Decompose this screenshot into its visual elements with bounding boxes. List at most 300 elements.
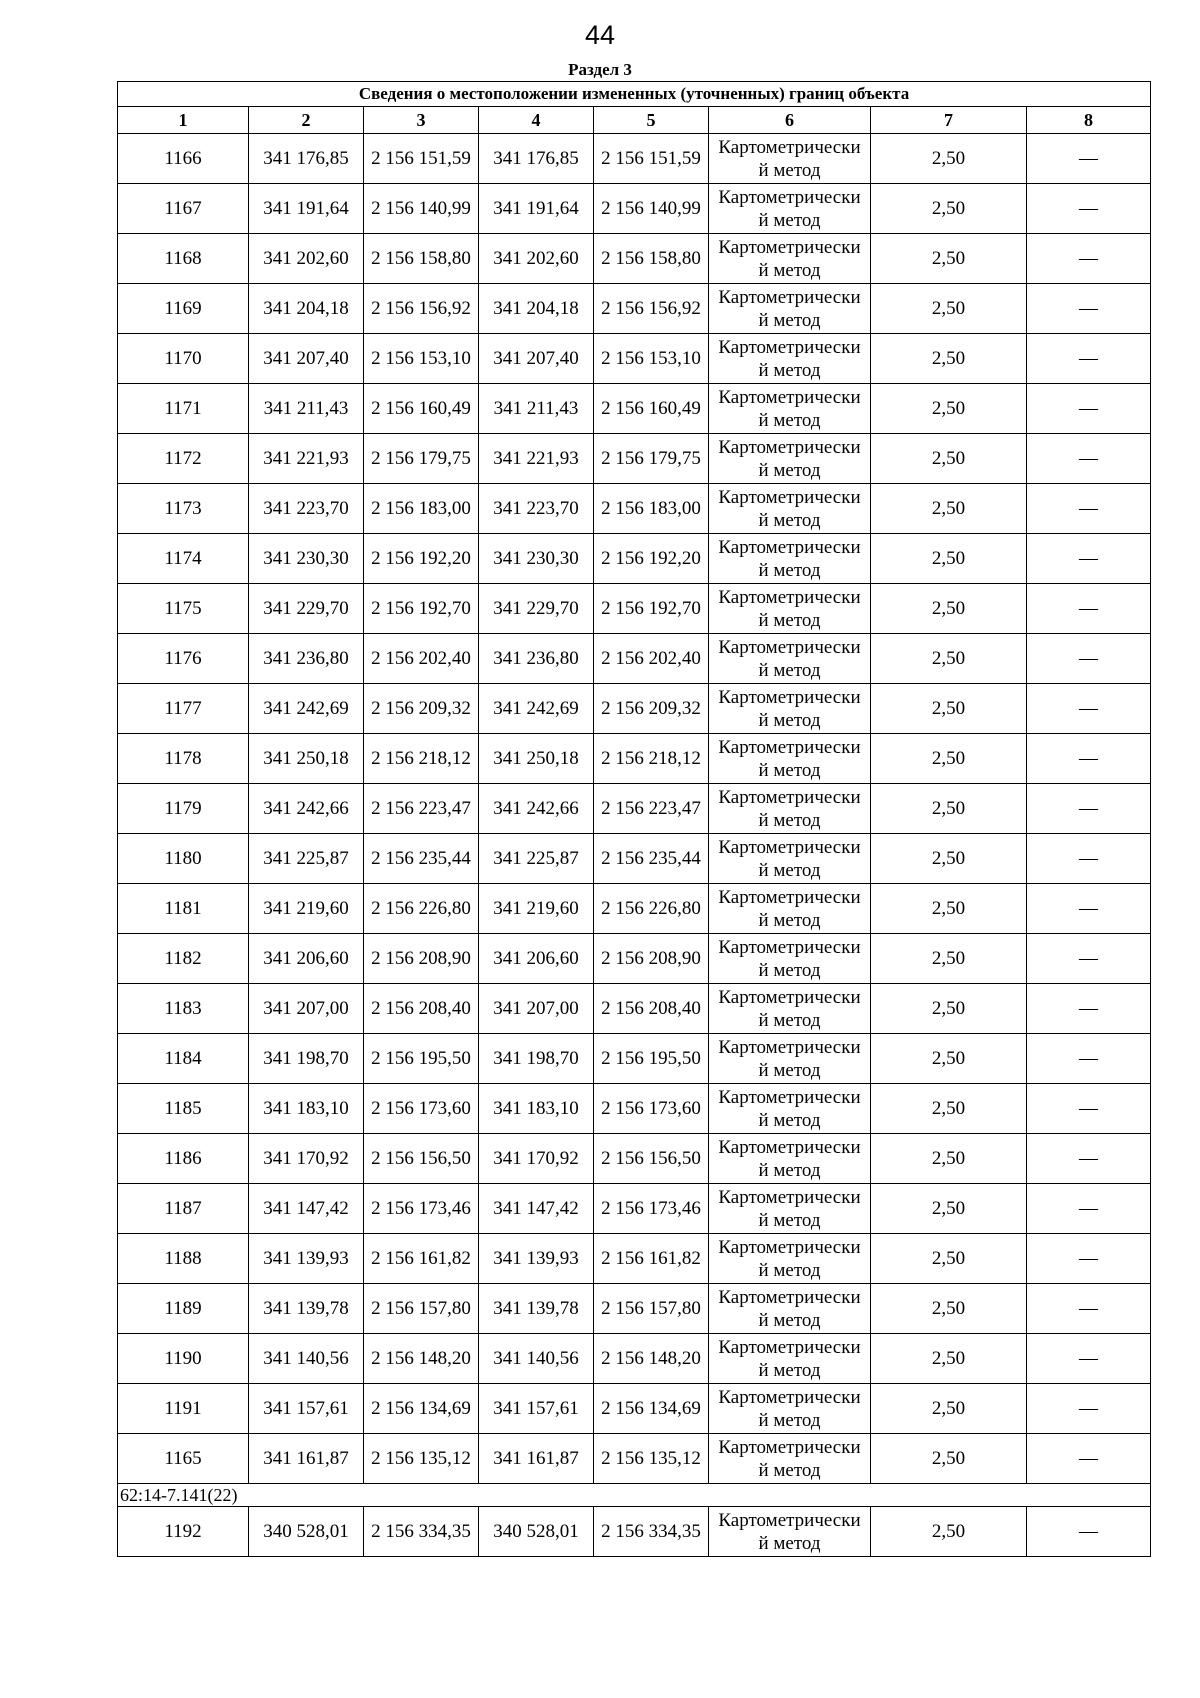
method-text: Картометрически [718,1336,861,1358]
method-text: й метод [758,709,821,731]
method-cell [709,934,871,984]
refined-y: 2 156 156,50 [594,1134,709,1184]
note-value: — [1027,1084,1151,1134]
existing-x: 341 225,87 [249,834,364,884]
column-number: 2 [249,107,364,134]
method-text: й метод [758,1409,821,1431]
note-value: — [1027,384,1151,434]
existing-y: 2 156 209,32 [364,684,479,734]
method-text: й метод [758,609,821,631]
refined-y: 2 156 208,90 [594,934,709,984]
refined-x: 341 198,70 [479,1034,594,1084]
method-cell [709,684,871,734]
existing-y: 2 156 192,70 [364,584,479,634]
table-row [118,884,1151,934]
column-number: 6 [709,107,871,134]
refined-y: 2 156 151,59 [594,134,709,184]
point-number: 1190 [118,1334,249,1384]
refined-x: 341 191,64 [479,184,594,234]
existing-y: 2 156 223,47 [364,784,479,834]
method-text: й метод [758,159,821,181]
accuracy-value: 2,50 [871,434,1027,484]
existing-y: 2 156 208,90 [364,934,479,984]
existing-y: 2 156 156,92 [364,284,479,334]
refined-y: 2 156 209,32 [594,684,709,734]
method-cell [709,1084,871,1134]
refined-y: 2 156 161,82 [594,1234,709,1284]
refined-x: 341 206,60 [479,934,594,984]
accuracy-value: 2,50 [871,634,1027,684]
point-number: 1177 [118,684,249,734]
accuracy-value: 2,50 [871,934,1027,984]
existing-x: 341 230,30 [249,534,364,584]
existing-y: 2 156 140,99 [364,184,479,234]
method-text: й метод [758,959,821,981]
parcel-group-row [118,1484,1151,1507]
accuracy-value: 2,50 [871,1334,1027,1384]
existing-y: 2 156 173,46 [364,1184,479,1234]
table-row [118,734,1151,784]
note-value: — [1027,1434,1151,1484]
existing-x: 341 139,93 [249,1234,364,1284]
refined-y: 2 156 195,50 [594,1034,709,1084]
accuracy-value: 2,50 [871,384,1027,434]
refined-x: 341 223,70 [479,484,594,534]
refined-y: 2 156 173,46 [594,1184,709,1234]
existing-y: 2 156 183,00 [364,484,479,534]
refined-y: 2 156 226,80 [594,884,709,934]
column-number: 8 [1027,107,1151,134]
existing-x: 341 207,40 [249,334,364,384]
existing-y: 2 156 151,59 [364,134,479,184]
refined-x: 341 202,60 [479,234,594,284]
method-text: й метод [758,1059,821,1081]
refined-x: 341 176,85 [479,134,594,184]
method-text: Картометрически [718,1509,861,1531]
refined-x: 341 157,61 [479,1384,594,1434]
existing-x: 341 191,64 [249,184,364,234]
parcel-number: 62:14-7.141(22) [118,1484,1151,1507]
accuracy-value: 2,50 [871,584,1027,634]
method-cell [709,234,871,284]
boundary-coordinates-table [117,81,1151,1557]
existing-x: 341 236,80 [249,634,364,684]
refined-y: 2 156 158,80 [594,234,709,284]
note-value: — [1027,1334,1151,1384]
method-text: Картометрически [718,986,861,1008]
method-text: й метод [758,1159,821,1181]
note-value: — [1027,134,1151,184]
accuracy-value: 2,50 [871,284,1027,334]
method-text: Картометрически [718,1186,861,1208]
method-cell [709,134,871,184]
point-number: 1185 [118,1084,249,1134]
method-text: й метод [758,1259,821,1281]
existing-y: 2 156 134,69 [364,1384,479,1434]
refined-y: 2 156 153,10 [594,334,709,384]
refined-x: 341 211,43 [479,384,594,434]
method-cell [709,484,871,534]
point-number: 1189 [118,1284,249,1334]
method-cell [709,184,871,234]
method-cell [709,984,871,1034]
method-text: Картометрически [718,486,861,508]
existing-x: 341 242,69 [249,684,364,734]
method-text: Картометрически [718,936,861,958]
accuracy-value: 2,50 [871,1034,1027,1084]
refined-y: 2 156 134,69 [594,1384,709,1434]
accuracy-value: 2,50 [871,1507,1027,1557]
note-value: — [1027,984,1151,1034]
method-text: Картометрически [718,736,861,758]
point-number: 1179 [118,784,249,834]
method-text: Картометрически [718,886,861,908]
method-text: й метод [758,1309,821,1331]
refined-x: 341 183,10 [479,1084,594,1134]
method-cell [709,334,871,384]
refined-x: 341 229,70 [479,584,594,634]
table-title: Сведения о местоположении измененных (уточненных) границ объекта [118,82,1151,107]
table-row [118,534,1151,584]
note-value: — [1027,784,1151,834]
method-cell [709,1284,871,1334]
method-text: Картометрически [718,1086,861,1108]
existing-x: 341 176,85 [249,134,364,184]
method-text: й метод [758,1532,821,1554]
accuracy-value: 2,50 [871,1284,1027,1334]
existing-x: 341 157,61 [249,1384,364,1434]
accuracy-value: 2,50 [871,534,1027,584]
refined-y: 2 156 140,99 [594,184,709,234]
existing-x: 341 207,00 [249,984,364,1034]
table-row [118,984,1151,1034]
refined-y: 2 156 218,12 [594,734,709,784]
existing-y: 2 156 161,82 [364,1234,479,1284]
table-row [118,1334,1151,1384]
table-row [118,134,1151,184]
method-text: й метод [758,1109,821,1131]
refined-y: 2 156 156,92 [594,284,709,334]
method-text: й метод [758,559,821,581]
existing-y: 2 156 179,75 [364,434,479,484]
refined-x: 341 139,78 [479,1284,594,1334]
accuracy-value: 2,50 [871,334,1027,384]
accuracy-value: 2,50 [871,484,1027,534]
refined-y: 2 156 173,60 [594,1084,709,1134]
accuracy-value: 2,50 [871,784,1027,834]
existing-y: 2 156 235,44 [364,834,479,884]
method-text: Картометрически [718,136,861,158]
point-number: 1188 [118,1234,249,1284]
accuracy-value: 2,50 [871,684,1027,734]
page-number: 44 [584,20,616,50]
method-text: й метод [758,359,821,381]
table-row [118,234,1151,284]
method-text: Картометрически [718,536,861,558]
refined-y: 2 156 135,12 [594,1434,709,1484]
method-text: Картометрически [718,286,861,308]
method-cell [709,734,871,784]
refined-x: 341 207,40 [479,334,594,384]
method-text: й метод [758,809,821,831]
note-value: — [1027,234,1151,284]
column-number: 5 [594,107,709,134]
refined-y: 2 156 192,20 [594,534,709,584]
existing-x: 341 242,66 [249,784,364,834]
point-number: 1178 [118,734,249,784]
method-text: й метод [758,409,821,431]
point-number: 1180 [118,834,249,884]
refined-x: 341 207,00 [479,984,594,1034]
existing-x: 341 229,70 [249,584,364,634]
point-number: 1184 [118,1034,249,1084]
existing-y: 2 156 192,20 [364,534,479,584]
table-title-row [118,82,1151,107]
method-cell [709,584,871,634]
method-text: Картометрически [718,636,861,658]
method-cell [709,434,871,484]
existing-x: 341 223,70 [249,484,364,534]
existing-y: 2 156 173,60 [364,1084,479,1134]
accuracy-value: 2,50 [871,984,1027,1034]
table-row [118,1234,1151,1284]
note-value: — [1027,834,1151,884]
existing-y: 2 156 218,12 [364,734,479,784]
method-text: й метод [758,259,821,281]
existing-y: 2 156 208,40 [364,984,479,1034]
method-cell [709,1334,871,1384]
point-number: 1187 [118,1184,249,1234]
table-row [118,934,1151,984]
table-row [118,334,1151,384]
existing-y: 2 156 158,80 [364,234,479,284]
existing-x: 341 140,56 [249,1334,364,1384]
point-number: 1176 [118,634,249,684]
accuracy-value: 2,50 [871,1134,1027,1184]
existing-x: 341 219,60 [249,884,364,934]
section-title: Раздел 3 [568,60,632,79]
existing-y: 2 156 202,40 [364,634,479,684]
existing-x: 341 250,18 [249,734,364,784]
method-text: Картометрически [718,186,861,208]
table-row [118,1134,1151,1184]
point-number: 1183 [118,984,249,1034]
table-row [118,1284,1151,1334]
method-text: Картометрически [718,1036,861,1058]
refined-y: 2 156 157,80 [594,1284,709,1334]
refined-x: 341 139,93 [479,1234,594,1284]
method-cell [709,634,871,684]
column-number-row [118,107,1151,134]
accuracy-value: 2,50 [871,884,1027,934]
method-text: й метод [758,909,821,931]
method-cell [709,1184,871,1234]
refined-y: 2 156 223,47 [594,784,709,834]
note-value: — [1027,484,1151,534]
existing-x: 341 202,60 [249,234,364,284]
point-number: 1181 [118,884,249,934]
point-number: 1173 [118,484,249,534]
existing-x: 341 204,18 [249,284,364,334]
method-text: й метод [758,859,821,881]
method-cell [709,534,871,584]
table-row [118,834,1151,884]
method-text: Картометрически [718,686,861,708]
method-cell [709,1034,871,1084]
method-text: Картометрически [718,836,861,858]
method-text: Картометрически [718,436,861,458]
point-number: 1167 [118,184,249,234]
existing-x: 340 528,01 [249,1507,364,1557]
refined-y: 2 156 235,44 [594,834,709,884]
refined-y: 2 156 179,75 [594,434,709,484]
table-row [118,1507,1151,1557]
existing-y: 2 156 156,50 [364,1134,479,1184]
existing-x: 341 147,42 [249,1184,364,1234]
refined-x: 341 242,69 [479,684,594,734]
method-text: й метод [758,1459,821,1481]
method-text: й метод [758,309,821,331]
column-number: 1 [118,107,249,134]
refined-x: 340 528,01 [479,1507,594,1557]
method-text: Картометрически [718,236,861,258]
accuracy-value: 2,50 [871,1384,1027,1434]
accuracy-value: 2,50 [871,834,1027,884]
method-text: Картометрически [718,1386,861,1408]
refined-x: 341 219,60 [479,884,594,934]
point-number: 1165 [118,1434,249,1484]
table-row [118,184,1151,234]
note-value: — [1027,1234,1151,1284]
method-text: Картометрически [718,1236,861,1258]
accuracy-value: 2,50 [871,1184,1027,1234]
method-text: й метод [758,1359,821,1381]
method-cell [709,1234,871,1284]
table-row [118,284,1151,334]
refined-x: 341 225,87 [479,834,594,884]
refined-y: 2 156 202,40 [594,634,709,684]
method-text: й метод [758,659,821,681]
refined-x: 341 147,42 [479,1184,594,1234]
accuracy-value: 2,50 [871,1434,1027,1484]
existing-x: 341 170,92 [249,1134,364,1184]
method-cell [709,884,871,934]
method-text: Картометрически [718,336,861,358]
existing-y: 2 156 157,80 [364,1284,479,1334]
refined-x: 341 170,92 [479,1134,594,1184]
existing-x: 341 183,10 [249,1084,364,1134]
note-value: — [1027,1184,1151,1234]
refined-x: 341 161,87 [479,1434,594,1484]
refined-x: 341 242,66 [479,784,594,834]
column-number: 4 [479,107,594,134]
table-row [118,584,1151,634]
existing-y: 2 156 226,80 [364,884,479,934]
method-cell [709,1507,871,1557]
existing-x: 341 211,43 [249,384,364,434]
existing-y: 2 156 195,50 [364,1034,479,1084]
existing-x: 341 206,60 [249,934,364,984]
existing-x: 341 161,87 [249,1434,364,1484]
table-row [118,484,1151,534]
column-number: 3 [364,107,479,134]
existing-x: 341 221,93 [249,434,364,484]
note-value: — [1027,1134,1151,1184]
note-value: — [1027,1284,1151,1334]
point-number: 1182 [118,934,249,984]
method-text: й метод [758,209,821,231]
accuracy-value: 2,50 [871,184,1027,234]
accuracy-value: 2,50 [871,1084,1027,1134]
method-text: й метод [758,1009,821,1031]
accuracy-value: 2,50 [871,734,1027,784]
method-cell [709,1434,871,1484]
point-number: 1174 [118,534,249,584]
note-value: — [1027,1384,1151,1434]
refined-x: 341 250,18 [479,734,594,784]
note-value: — [1027,434,1151,484]
point-number: 1171 [118,384,249,434]
method-text: Картометрически [718,386,861,408]
refined-y: 2 156 160,49 [594,384,709,434]
refined-y: 2 156 183,00 [594,484,709,534]
method-text: Картометрически [718,1286,861,1308]
refined-y: 2 156 148,20 [594,1334,709,1384]
point-number: 1175 [118,584,249,634]
existing-x: 341 198,70 [249,1034,364,1084]
method-cell [709,1384,871,1434]
existing-y: 2 156 153,10 [364,334,479,384]
note-value: — [1027,284,1151,334]
point-number: 1172 [118,434,249,484]
refined-x: 341 140,56 [479,1334,594,1384]
point-number: 1166 [118,134,249,184]
note-value: — [1027,684,1151,734]
table-row [118,1184,1151,1234]
refined-x: 341 236,80 [479,634,594,684]
table-row [118,384,1151,434]
note-value: — [1027,334,1151,384]
method-cell [709,1134,871,1184]
point-number: 1169 [118,284,249,334]
method-text: й метод [758,509,821,531]
table-row [118,684,1151,734]
refined-y: 2 156 192,70 [594,584,709,634]
table-row [118,1384,1151,1434]
note-value: — [1027,934,1151,984]
refined-x: 341 221,93 [479,434,594,484]
table-row [118,1084,1151,1134]
method-text: й метод [758,759,821,781]
accuracy-value: 2,50 [871,134,1027,184]
refined-x: 341 230,30 [479,534,594,584]
table-row [118,784,1151,834]
note-value: — [1027,1507,1151,1557]
method-cell [709,284,871,334]
method-text: Картометрически [718,786,861,808]
method-cell [709,384,871,434]
table-row [118,1034,1151,1084]
point-number: 1192 [118,1507,249,1557]
point-number: 1191 [118,1384,249,1434]
note-value: — [1027,734,1151,784]
refined-x: 341 204,18 [479,284,594,334]
column-number: 7 [871,107,1027,134]
point-number: 1186 [118,1134,249,1184]
method-text: Картометрически [718,1436,861,1458]
method-text: Картометрически [718,1136,861,1158]
note-value: — [1027,1034,1151,1084]
